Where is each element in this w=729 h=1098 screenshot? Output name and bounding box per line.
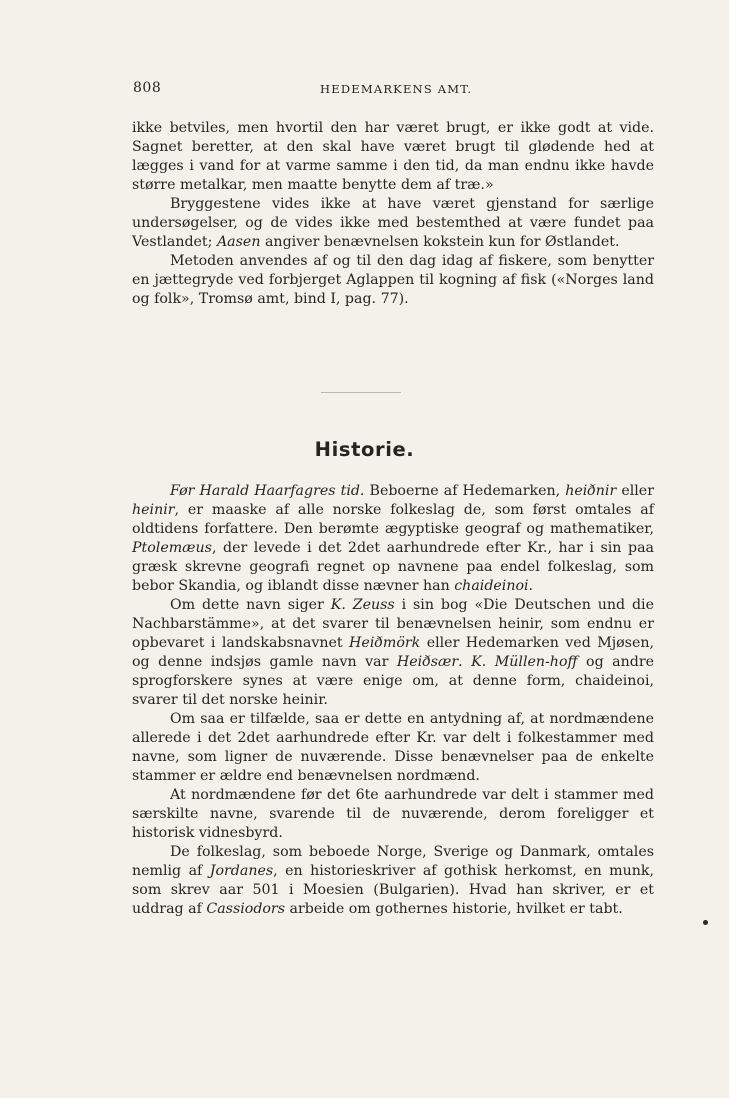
history-text-block	[132, 482, 654, 919]
page-header	[133, 80, 653, 102]
paragraph-bryggestene: Bryggestene vides ikke at have været gjenstand for særlige undersøgelser, og de vides ikke med bestemthed at være fundet paa Vestlandet; Aasen angiver benævnelsen kokstein kun for Østlandet.	[132, 196, 654, 250]
paragraph-6te-aarhundrede: At nordmændene før det 6te aarhundrede var delt i stammer med særskilte navne, svarende til de nuværende, derom foreligger et historisk vidnesbyrd.	[132, 787, 654, 841]
running-head: HEDEMARKENS AMT.	[320, 82, 473, 96]
author-name: Aasen	[216, 234, 261, 250]
paragraph-om-saa: Om saa er tilfælde, saa er dette en antydning af, at nordmændene allerede i det 2det aarhundrede efter Kr. var delt i folkestammer med navne, som ligner de nuværende. Disse benævnelser paa de enkelte stammer er ældre end benævnelsen nordmænd.	[132, 711, 654, 784]
page-number: 808	[133, 80, 162, 96]
top-text-block	[132, 119, 654, 309]
section-title: Historie.	[314, 438, 415, 461]
period-heading: Før Harald Haarfagres tid.	[170, 483, 365, 499]
paragraph-zeuss: Om dette navn siger K. Zeuss i sin bog «Die Deutschen und die Nachbarstämme», at det svarer til benævnelsen heinir, som endnu er opbevaret i landskabsnavnet Heiðmörk eller Hedemarken ved Mjøsen, og denne indsjøs gamle navn var Heiðsær. K. Müllen-hoff og andre sprogforskere synes at være enige om, at denne form, chaideinoi, svarer til det norske heinir.	[132, 597, 654, 708]
margin-ink-mark	[703, 920, 708, 925]
paragraph-continuation: ikke betviles, men hvortil den har været brugt, er ikke godt at vide. Sagnet beretter, at den skal have været brugt til glødende hed at lægges i vand for at varme samme i den tid, da man endnu ikke havde større metalkar, men maatte benytte dem af træ.»	[132, 120, 654, 193]
paragraph-metoden: Metoden anvendes af og til den dag idag af fiskere, som benytter en jættegryde ved forbjerget Aglappen til kogning af fisk («Norges land og folk», Tromsø amt, bind I, pag. 77).	[132, 253, 654, 307]
paragraph-jordanes: De folkeslag, som beboede Norge, Sverige og Danmark, omtales nemlig af Jordanes, en historieskriver af gothisk herkomst, en munk, som skrev aar 501 i Moesien (Bulgarien). Hvad han skriver, er et uddrag af Cassiodors arbeide om gothernes historie, hvilket er tabt.	[132, 844, 654, 917]
paragraph-foer-harald: Før Harald Haarfagres tid. Beboerne af Hedemarken, heiðnir eller heinir, er maaske af alle norske folkeslag de, som først omtales af oldtidens forfattere. Den berømte ægyptiske geograf og mathematiker, Ptolemæus, der levede i det 2det aarhundrede efter Kr., har i sin paa græsk skrevne geografi regnet op navnene paa endel folkeslag, som bebor Skandia, og iblandt disse nævner han chaideinoi.	[132, 483, 654, 594]
section-divider	[321, 392, 401, 393]
